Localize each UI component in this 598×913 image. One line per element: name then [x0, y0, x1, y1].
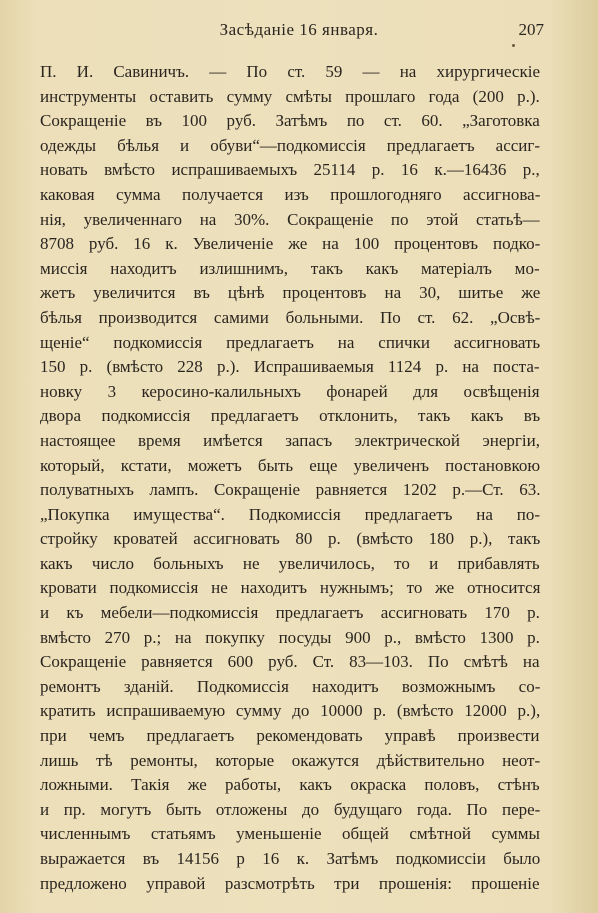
- running-title: Засѣданіе 16 января.: [219, 20, 379, 39]
- text-line: инструменты оставить сумму смѣты прошлаго года (200 р.).: [40, 86, 540, 106]
- text-line: П. И. Савиничъ. — По ст. 59 — на хирургическіе: [40, 62, 541, 81]
- body-text: [40, 60, 540, 896]
- text-line: новать вмѣсто испрашиваемыхъ 25114 р. 16 к.—16436 р.,: [40, 160, 540, 180]
- text-line: ложными. Такія же работы, какъ окраска половъ, стѣнъ: [40, 775, 540, 795]
- text-line: который, кстати, можетъ быть еще увеличенъ постановкою: [40, 455, 541, 475]
- text-line: 8708 руб. 16 к. Увеличеніе же на 100 процентовъ подко-: [40, 234, 541, 254]
- text-line: настоящее время имѣется запасъ электрической энергіи,: [40, 430, 540, 450]
- text-line: выражается въ 14156 р 16 к. Затѣмъ подкомиссіи было: [40, 849, 541, 868]
- text-line: вмѣсто 270 р.; на покупку посуды 900 р., вмѣсто 1300 р.: [40, 627, 540, 647]
- text-line: щеніе“ подкомиссія предлагаетъ на спички ассигновать: [40, 332, 541, 352]
- text-line: кратить испрашиваемую сумму до 10000 р. (вмѣсто 12000 р.),: [40, 701, 541, 721]
- text-line: предложено управой разсмотрѣть три прошенія: прошеніе: [40, 873, 540, 893]
- text-line: и къ мебели—подкомиссія предлагаетъ ассигновать 170 р.: [40, 603, 540, 623]
- text-line: полуватныхъ лампъ. Сокращеніе равняется 1202 р.—Ст. 63.: [40, 480, 541, 500]
- page-number: 207: [518, 20, 544, 39]
- text-line: ремонтъ зданій. Подкомиссія находитъ возможнымъ со-: [40, 676, 541, 696]
- text-line: новку 3 керосино-калильныхъ фонарей для освѣщенія: [40, 381, 540, 401]
- text-line: лишь тѣ ремонты, которые окажутся дѣйствительно неот-: [40, 750, 541, 770]
- text-line: стройку кроватей ассигновать 80 р. (вмѣсто 180 р.), такъ: [40, 529, 541, 549]
- text-line: Сокращеніе равняется 600 руб. Ст. 83—103. По смѣтѣ на: [40, 652, 540, 672]
- text-line: Сокращеніе въ 100 руб. Затѣмъ по ст. 60. „Заготовка: [40, 111, 540, 131]
- text-line: кровати подкомиссія не находитъ нужнымъ; то же относится: [40, 578, 541, 598]
- text-line: при чемъ предлагаетъ рекомендовать управѣ произвести: [40, 726, 540, 746]
- text-line: какъ число больныхъ не увеличилось, то и прибавлять: [40, 553, 540, 573]
- running-header: [0, 20, 598, 44]
- text-line: „Покупка имущества“. Подкомиссія предлагаетъ на по-: [40, 504, 541, 524]
- text-line: 150 р. (вмѣсто 228 р.). Испрашиваемыя 1124 р. на поста-: [40, 357, 540, 377]
- text-line: и пр. могутъ быть отложены до будущаго года. По пере-: [40, 799, 541, 819]
- text-line: бѣлья производится самими больными. По ст. 62. „Освѣ-: [40, 307, 541, 327]
- text-line: одежды бѣлья и обуви“—подкомиссія предлагаетъ ассиг-: [40, 135, 541, 155]
- print-speck: [512, 44, 515, 47]
- text-line: жетъ увеличится въ цѣнѣ процентовъ на 30, шитье же: [40, 283, 541, 303]
- text-line: миссія находитъ излишнимъ, такъ какъ матеріалъ мо-: [40, 258, 540, 278]
- text-line: численнымъ статьямъ уменьшеніе общей смѣтной суммы: [40, 824, 540, 844]
- text-line: двора подкомиссія предлагаетъ отклонить, такъ какъ въ: [40, 406, 541, 426]
- text-line: каковая сумма получается изъ прошлогодняго ассигнова-: [40, 184, 541, 204]
- text-line: нія, увеличеннаго на 30%. Сокращеніе по этой статьѣ—: [40, 209, 540, 229]
